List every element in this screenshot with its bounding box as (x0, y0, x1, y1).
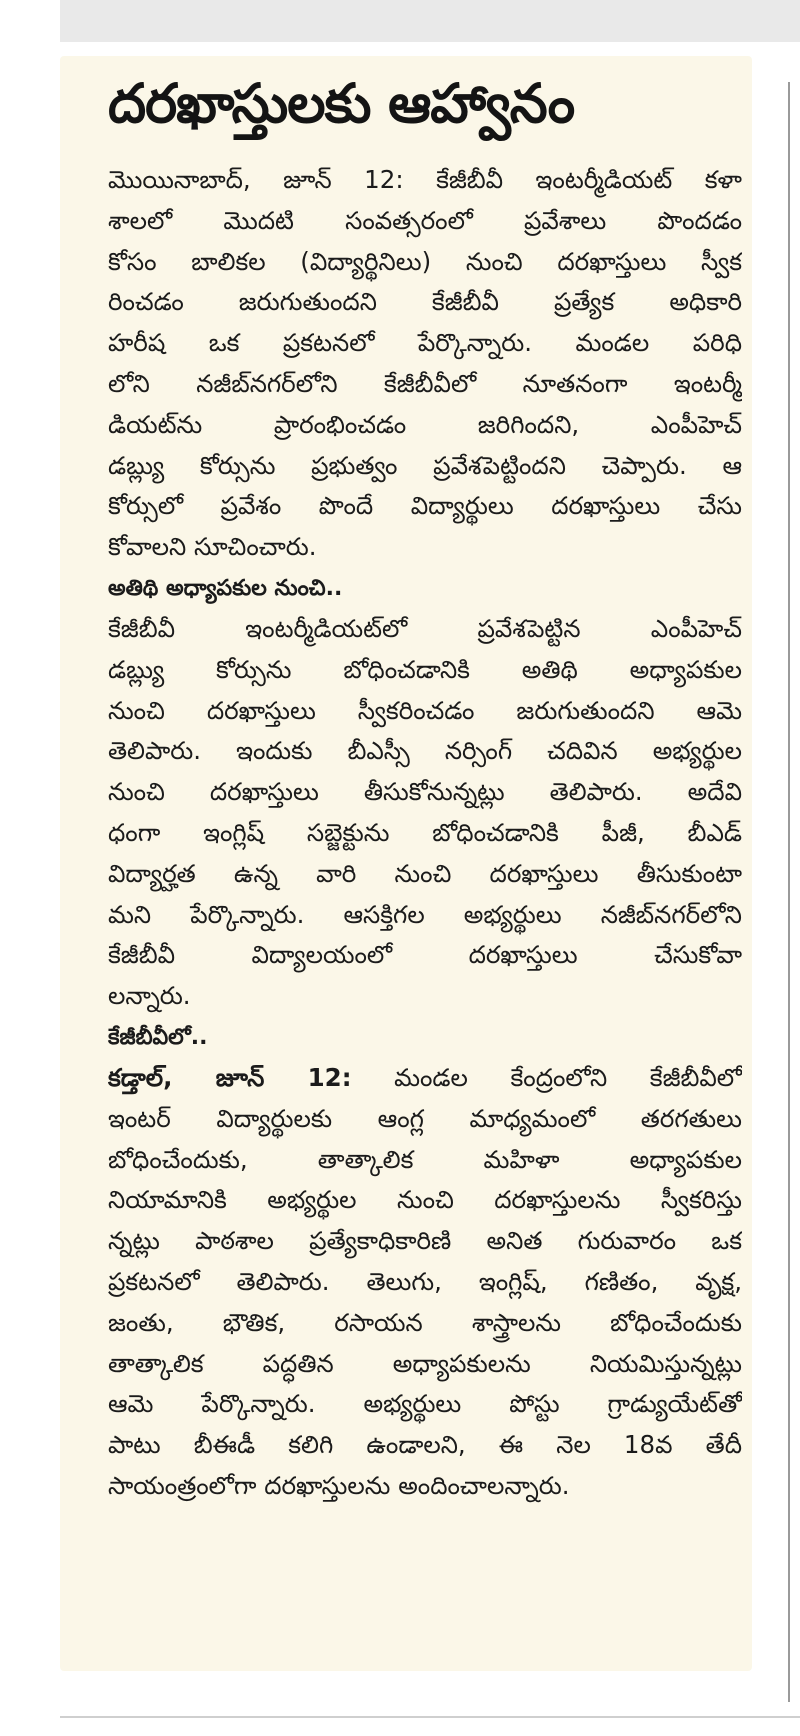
article-line: హరీష ఒక ప్రకటనలో పేర్కొన్నారు. మండల పరిధి (108, 328, 742, 358)
page-margin (0, 0, 60, 1736)
article-line: ఇంటర్ విద్యార్థులకు ఆంగ్ల మాధ్యమంలో తరగతులు (108, 1103, 742, 1133)
bottom-divider (60, 1716, 800, 1718)
article-line: కేజీబీవీ విద్యాలయంలో దరఖాస్తులు చేసుకోవా (108, 940, 742, 970)
article-line: తాత్కాలిక పద్ధతిన అధ్యాపకులను నియమిస్తున్నట్లు (108, 1348, 742, 1378)
article-line: ప్రకటనలో తెలిపారు. తెలుగు, ఇంగ్లిష్, గణితం, వృక్ష, (108, 1266, 742, 1296)
article-line: మొయినాబాద్, జూన్ 12: కేజీబీవీ ఇంటర్మీడియట్ కళా (108, 165, 742, 194)
article-line: బోధించేందుకు, తాత్కాలిక మహిళా అధ్యాపకుల (108, 1144, 742, 1174)
article-line: లన్నారు. (108, 981, 191, 1011)
article-line (108, 1058, 742, 1099)
article-line: జంతు, భౌతిక, రసాయన శాస్త్రాలను బోధించేందుకు (108, 1307, 742, 1337)
section-kgbv (108, 1099, 742, 1507)
section-subhead-kgbv: కేజీబీవీలో.. (108, 1024, 208, 1050)
article-line: ధంగా ఇంగ్లిష్ సబ్జెక్టును బోధించడానికి పీజీ, బీఎడ్ (108, 817, 742, 847)
article-headline: దరఖాస్తులకు ఆహ్వానం (108, 72, 575, 135)
column-divider (788, 82, 790, 1702)
dateline-rest: మండల కేంద్రంలోని కేజీబీవీలో (351, 1062, 742, 1092)
article-line: కోర్సులో ప్రవేశం పొందే విద్యార్థులు దరఖాస్తులు చేసు (108, 491, 742, 521)
article-line: నుంచి దరఖాస్తులు స్వీకరించడం జరుగుతుందని ఆమె (108, 695, 742, 725)
article-body (108, 160, 742, 1507)
top-band (60, 0, 800, 42)
article-line: ఆమె పేర్కొన్నారు. అభ్యర్థులు పోస్టు గ్రాడ్యుయేట్‌తో (108, 1389, 742, 1419)
article-line: కోవాలని సూచించారు. (108, 532, 317, 562)
article-line: డబ్ల్యు కోర్సును ప్రభుత్వం ప్రవేశపెట్టిందని చెప్పారు. ఆ (108, 450, 742, 480)
article-line: పాటు బీఈడీ కలిగి ఉండాలని, ఈ నెల 18వ తేదీ (108, 1430, 742, 1460)
article-line: డబ్ల్యు కోర్సును బోధించడానికి అతిథి అధ్యాపకుల (108, 654, 742, 684)
article-line: కేజీబీవీ ఇంటర్మీడియట్‌లో ప్రవేశపెట్టిన ఎంపీహెచ్ (108, 613, 742, 643)
article-line: లోని నజీబ్‌నగర్‌లోని కేజీబీవీలో నూతనంగా ఇంటర్మీ (108, 368, 742, 398)
article-line: శాలలో మొదటి సంవత్సరంలో ప్రవేశాలు పొందడం (108, 205, 742, 235)
section-subhead-guest-lecturers: అతిథి అధ్యాపకుల నుంచి.. (108, 575, 343, 601)
article-line: విద్యార్హత ఉన్న వారి నుంచి దరఖాస్తులు తీసుకుంటా (108, 858, 742, 888)
article-line: నుంచి దరఖాస్తులు తీసుకోనున్నట్లు తెలిపారు. అదేవి (108, 777, 742, 807)
section-intro (108, 160, 742, 568)
article-line: డియట్‌ను ప్రారంభించడం జరిగిందని, ఎంపీహెచ్ (108, 409, 742, 439)
article-line: సాయంత్రంలోగా దరఖాస్తులను అందించాలన్నారు. (108, 1470, 570, 1500)
article-line: తెలిపారు. ఇందుకు బీఎస్సీ నర్సింగ్ చదివిన అభ్యర్థుల (108, 736, 742, 766)
article-line: రించడం జరుగుతుందని కేజీబీవీ ప్రత్యేక అధికారి (108, 287, 742, 317)
article-line: మని పేర్కొన్నారు. ఆసక్తిగల అభ్యర్థులు నజీబ్‌నగర్‌లోని (108, 899, 742, 929)
article-line: న్నట్లు పాఠశాల ప్రత్యేకాధికారిణి అనిత గురువారం ఒక (108, 1226, 742, 1256)
dateline: కడ్తాల్, జూన్ 12: (108, 1062, 352, 1092)
article-line: కోసం బాలికల (విద్యార్థినిలు) నుంచి దరఖాస్తులు స్వీక (108, 246, 742, 276)
section-guest-lecturers (108, 609, 742, 1017)
article-line: నియామానికి అభ్యర్థుల నుంచి దరఖాస్తులను స్వీకరిస్తు (108, 1185, 742, 1215)
